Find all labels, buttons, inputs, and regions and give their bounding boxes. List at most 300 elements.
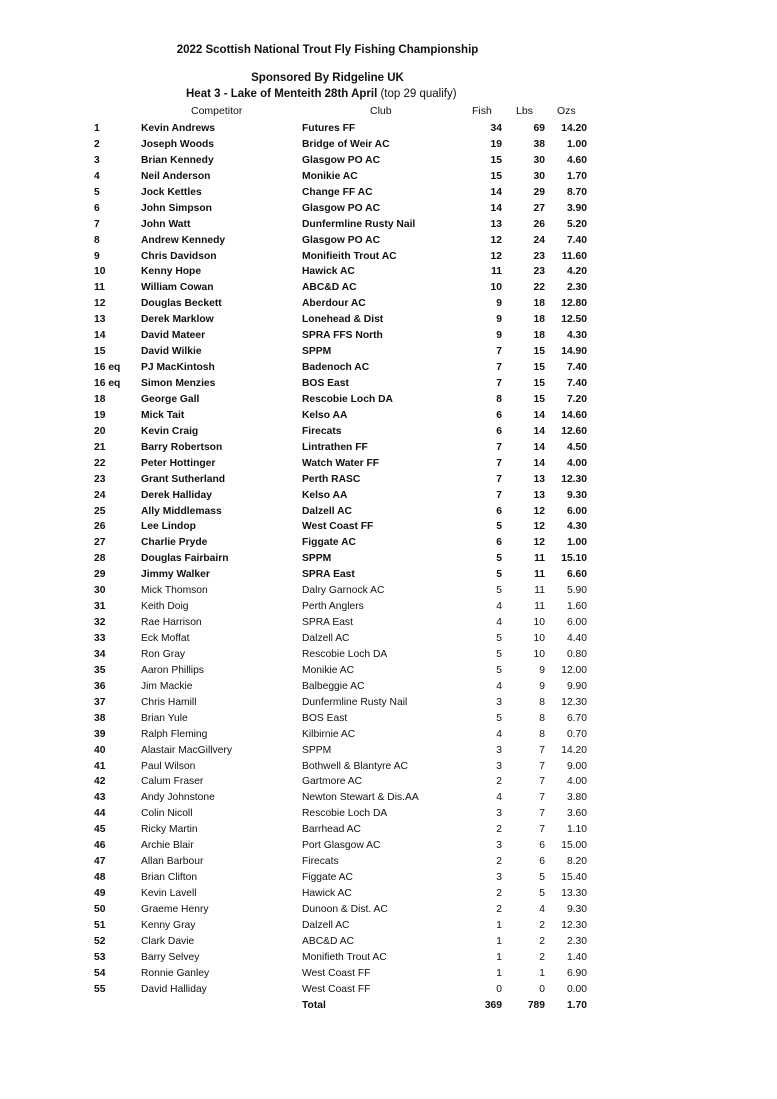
table-row <box>0 519 777 535</box>
cell-ozs: 6.90 <box>566 967 587 979</box>
cell-club: ABC&D AC <box>302 935 355 947</box>
cell-lbs: 24 <box>533 234 545 246</box>
cell-ozs: 4.40 <box>566 633 587 644</box>
heat-note: (top 29 qualify) <box>377 88 457 100</box>
cell-pos: 2 <box>94 138 100 150</box>
cell-lbs: 7 <box>539 808 545 820</box>
cell-lbs: 29 <box>533 186 545 198</box>
cell-lbs: 23 <box>533 250 545 262</box>
cell-club: Figgate AC <box>302 537 356 549</box>
cell-name: David Wilkie <box>141 346 202 358</box>
cell-club: Monifieth Trout AC <box>302 951 387 963</box>
table-row <box>0 169 777 185</box>
cell-fish: 7 <box>496 378 502 389</box>
cell-name: Joseph Woods <box>141 138 215 150</box>
cell-club: Dunfermline Rusty Nail <box>302 218 416 230</box>
cell-pos: 11 <box>94 282 105 294</box>
cell-name: David Halliday <box>141 983 207 995</box>
cell-club: West Coast FF <box>302 967 371 979</box>
cell-pos: 23 <box>94 473 106 485</box>
cell-pos: 24 <box>94 489 106 501</box>
cell-fish: 13 <box>490 218 502 230</box>
cell-fish: 2 <box>496 903 502 915</box>
cell-fish: 9 <box>496 314 502 326</box>
cell-lbs: 14 <box>533 457 545 469</box>
cell-pos: 10 <box>94 266 106 278</box>
cell-pos: 37 <box>94 696 106 708</box>
total-lbs: 789 <box>527 999 545 1011</box>
cell-pos: 16 eq <box>94 362 121 374</box>
table-row <box>0 679 777 695</box>
cell-lbs: 30 <box>533 170 545 182</box>
cell-club: Kilbirnie AC <box>302 728 356 740</box>
cell-ozs: 3.90 <box>566 202 587 214</box>
table-row <box>0 376 777 392</box>
table-row <box>0 328 777 344</box>
cell-name: Barry Selvey <box>141 951 200 963</box>
table-row <box>0 615 777 631</box>
cell-lbs: 11 <box>534 569 545 581</box>
cell-lbs: 1 <box>539 967 545 979</box>
cell-pos: 1 <box>94 123 100 134</box>
table-row <box>0 440 777 456</box>
total-ozs: 1.70 <box>566 999 587 1011</box>
cell-fish: 7 <box>496 473 502 485</box>
cell-name: Neil Anderson <box>141 170 211 182</box>
cell-club: Firecats <box>302 856 339 868</box>
table-row <box>0 727 777 743</box>
cell-name: Brian Clifton <box>141 872 198 884</box>
table-row <box>0 711 777 727</box>
cell-ozs: 4.00 <box>566 457 587 469</box>
cell-ozs: 0.80 <box>566 648 587 660</box>
cell-fish: 19 <box>490 138 502 150</box>
cell-club: BOS East <box>302 712 348 724</box>
cell-pos: 27 <box>94 537 106 549</box>
cell-ozs: 1.10 <box>566 824 587 836</box>
cell-pos: 46 <box>94 840 106 852</box>
header-competitor: Competitor <box>191 105 243 117</box>
cell-name: John Watt <box>141 218 191 230</box>
cell-club: West Coast FF <box>302 983 371 995</box>
cell-club: SPRA East <box>302 617 353 629</box>
cell-club: SPRA East <box>302 569 355 581</box>
cell-fish: 3 <box>496 744 502 756</box>
cell-club: Port Glasgow AC <box>302 840 381 852</box>
cell-fish: 34 <box>490 123 502 134</box>
cell-club: Perth RASC <box>302 473 361 485</box>
table-row <box>0 201 777 217</box>
cell-ozs: 14.20 <box>561 744 587 756</box>
cell-fish: 5 <box>496 585 502 597</box>
cell-pos: 15 <box>94 346 106 358</box>
cell-pos: 31 <box>94 601 106 613</box>
cell-fish: 6 <box>496 425 502 437</box>
cell-club: Figgate AC <box>302 872 353 884</box>
cell-club: Bridge of Weir AC <box>302 138 390 150</box>
table-row <box>0 551 777 567</box>
cell-club: Lintrathen FF <box>302 441 368 453</box>
cell-club: Futures FF <box>302 123 356 134</box>
cell-club: ABC&D AC <box>302 282 357 294</box>
cell-fish: 4 <box>496 601 502 613</box>
cell-club: Glasgow PO AC <box>302 202 381 214</box>
cell-name: Andy Johnstone <box>141 792 215 804</box>
cell-ozs: 2.30 <box>566 935 587 947</box>
table-row <box>0 217 777 233</box>
cell-ozs: 14.20 <box>561 123 587 134</box>
cell-ozs: 12.30 <box>561 696 587 708</box>
cell-club: Change FF AC <box>302 186 373 198</box>
cell-name: Alastair MacGillvery <box>141 744 232 756</box>
table-row <box>0 567 777 583</box>
cell-pos: 5 <box>94 186 100 198</box>
cell-name: Graeme Henry <box>141 903 209 915</box>
table-row <box>0 264 777 280</box>
cell-name: Kevin Craig <box>141 425 199 437</box>
cell-pos: 35 <box>94 664 106 676</box>
cell-lbs: 11 <box>534 553 545 565</box>
cell-fish: 10 <box>490 282 502 294</box>
cell-lbs: 14 <box>533 441 545 453</box>
cell-name: Simon Menzies <box>141 378 216 389</box>
table-row <box>0 535 777 551</box>
cell-fish: 7 <box>496 346 502 358</box>
cell-name: Peter Hottinger <box>141 457 216 469</box>
cell-club: Kelso AA <box>302 489 348 501</box>
header-club: Club <box>370 105 392 117</box>
cell-name: Archie Blair <box>141 840 194 852</box>
table-row <box>0 854 777 870</box>
table-row <box>0 583 777 599</box>
cell-club: Glasgow PO AC <box>302 234 381 246</box>
cell-fish: 5 <box>496 633 502 644</box>
cell-pos: 9 <box>94 250 100 262</box>
cell-lbs: 10 <box>533 617 545 629</box>
cell-pos: 43 <box>94 792 106 804</box>
table-row <box>0 838 777 854</box>
cell-ozs: 9.90 <box>566 680 587 692</box>
table-row <box>0 902 777 918</box>
cell-lbs: 5 <box>539 872 545 884</box>
cell-name: Allan Barbour <box>141 856 204 868</box>
cell-name: Jimmy Walker <box>141 569 210 581</box>
cell-club: Rescobie Loch DA <box>302 393 393 405</box>
cell-fish: 4 <box>496 617 502 629</box>
cell-fish: 6 <box>496 537 502 549</box>
table-row <box>0 982 777 998</box>
table-row <box>0 886 777 902</box>
cell-pos: 55 <box>94 983 106 995</box>
cell-name: Grant Sutherland <box>141 473 226 485</box>
table-row <box>0 296 777 312</box>
table-row <box>0 870 777 886</box>
table-row <box>0 790 777 806</box>
cell-club: Aberdour AC <box>302 298 366 310</box>
cell-ozs: 6.70 <box>566 712 587 724</box>
cell-lbs: 18 <box>533 298 545 310</box>
cell-pos: 40 <box>94 744 106 756</box>
cell-pos: 3 <box>94 154 100 166</box>
table-row <box>0 759 777 775</box>
cell-ozs: 15.10 <box>561 553 587 565</box>
cell-club: Hawick AC <box>302 888 352 899</box>
cell-fish: 12 <box>490 234 502 246</box>
cell-fish: 1 <box>496 919 502 931</box>
table-row <box>0 599 777 615</box>
cell-club: Rescobie Loch DA <box>302 808 388 820</box>
cell-fish: 5 <box>496 664 502 676</box>
table-row <box>0 408 777 424</box>
cell-fish: 3 <box>496 696 502 708</box>
cell-fish: 12 <box>490 250 502 262</box>
table-row <box>0 934 777 950</box>
cell-name: Barry Robertson <box>141 441 223 453</box>
table-row <box>0 280 777 296</box>
cell-ozs: 5.90 <box>566 585 587 597</box>
cell-pos: 33 <box>94 633 106 644</box>
cell-ozs: 14.90 <box>561 346 587 358</box>
cell-ozs: 0.70 <box>566 728 587 740</box>
cell-fish: 15 <box>490 154 502 166</box>
cell-lbs: 15 <box>533 393 545 405</box>
table-row <box>0 472 777 488</box>
cell-club: Dalry Garnock AC <box>302 585 385 597</box>
cell-ozs: 6.60 <box>566 569 587 581</box>
cell-ozs: 8.20 <box>566 856 587 868</box>
cell-lbs: 0 <box>539 983 545 995</box>
table-row <box>0 137 777 153</box>
table-row <box>0 950 777 966</box>
cell-ozs: 4.50 <box>566 441 587 453</box>
table-row <box>0 344 777 360</box>
cell-fish: 2 <box>496 776 502 788</box>
cell-lbs: 5 <box>539 888 545 899</box>
cell-ozs: 4.30 <box>566 330 587 342</box>
cell-club: Glasgow PO AC <box>302 154 381 166</box>
cell-club: SPPM <box>302 553 332 565</box>
cell-club: West Coast FF <box>302 521 374 533</box>
cell-ozs: 13.30 <box>561 888 587 899</box>
cell-pos: 29 <box>94 569 106 581</box>
table-row <box>0 488 777 504</box>
cell-club: Kelso AA <box>302 409 348 421</box>
cell-pos: 22 <box>94 457 106 469</box>
cell-name: Chris Hamill <box>141 696 197 708</box>
cell-club: Firecats <box>302 425 342 437</box>
cell-name: Derek Marklow <box>141 314 214 326</box>
cell-lbs: 14 <box>533 409 545 421</box>
cell-pos: 30 <box>94 585 106 597</box>
cell-ozs: 7.20 <box>566 393 587 405</box>
cell-ozs: 1.60 <box>566 601 587 613</box>
cell-ozs: 1.70 <box>566 170 587 182</box>
cell-name: Ally Middlemass <box>141 505 222 517</box>
cell-name: Jock Kettles <box>141 186 202 198</box>
table-row <box>0 456 777 472</box>
cell-fish: 6 <box>496 505 502 517</box>
cell-ozs: 6.00 <box>566 617 587 629</box>
cell-fish: 0 <box>496 983 502 995</box>
table-row <box>0 774 777 790</box>
cell-name: Clark Davie <box>141 935 195 947</box>
cell-fish: 2 <box>496 856 502 868</box>
cell-name: Mick Thomson <box>141 585 208 597</box>
cell-fish: 5 <box>496 569 502 581</box>
cell-lbs: 7 <box>539 792 545 804</box>
cell-name: Jim Mackie <box>141 680 193 692</box>
cell-pos: 45 <box>94 824 106 836</box>
cell-fish: 1 <box>496 935 502 947</box>
cell-lbs: 10 <box>533 648 545 660</box>
cell-pos: 54 <box>94 967 106 979</box>
cell-ozs: 12.30 <box>561 473 587 485</box>
table-row <box>0 918 777 934</box>
cell-lbs: 7 <box>539 776 545 788</box>
header-lbs: Lbs <box>516 105 533 117</box>
cell-pos: 8 <box>94 234 100 246</box>
cell-lbs: 38 <box>533 138 545 150</box>
cell-lbs: 8 <box>539 728 545 740</box>
table-row <box>0 153 777 169</box>
cell-fish: 3 <box>496 840 502 852</box>
cell-ozs: 1.00 <box>566 138 587 150</box>
cell-name: Derek Halliday <box>141 489 212 501</box>
cell-lbs: 2 <box>539 919 545 931</box>
cell-club: Barrhead AC <box>302 824 361 836</box>
total-fish: 369 <box>484 999 502 1011</box>
cell-club: Monikie AC <box>302 664 355 676</box>
cell-ozs: 4.60 <box>566 154 587 166</box>
cell-fish: 5 <box>496 712 502 724</box>
cell-fish: 4 <box>496 792 502 804</box>
table-row <box>0 504 777 520</box>
cell-pos: 4 <box>94 170 100 182</box>
table-row <box>0 806 777 822</box>
cell-lbs: 14 <box>533 425 545 437</box>
cell-lbs: 4 <box>539 903 545 915</box>
cell-pos: 13 <box>94 314 106 326</box>
cell-ozs: 9.30 <box>566 903 587 915</box>
cell-name: Aaron Phillips <box>141 664 204 676</box>
total-label: Total <box>302 999 326 1011</box>
table-row <box>0 966 777 982</box>
cell-club: Dunfermline Rusty Nail <box>302 696 408 708</box>
cell-club: Dunoon & Dist. AC <box>302 903 388 915</box>
cell-lbs: 12 <box>533 521 545 533</box>
cell-pos: 19 <box>94 409 106 421</box>
cell-name: Colin Nicoll <box>141 808 193 820</box>
cell-fish: 5 <box>496 553 502 565</box>
cell-pos: 42 <box>94 776 106 788</box>
cell-name: Douglas Beckett <box>141 298 222 310</box>
cell-name: Brian Kennedy <box>141 154 214 166</box>
cell-fish: 4 <box>496 728 502 740</box>
cell-fish: 6 <box>496 409 502 421</box>
cell-name: Keith Doig <box>141 601 189 613</box>
table-row <box>0 647 777 663</box>
heat-title: Heat 3 - Lake of Menteith 28th April <box>186 88 378 100</box>
results-table <box>0 121 777 1014</box>
table-row <box>0 695 777 711</box>
table-row <box>0 121 777 137</box>
cell-ozs: 1.40 <box>566 951 587 963</box>
cell-name: Chris Davidson <box>141 250 217 262</box>
cell-name: Kenny Hope <box>141 266 202 278</box>
cell-lbs: 9 <box>539 680 545 692</box>
cell-name: Ronnie Ganley <box>141 967 210 979</box>
cell-pos: 48 <box>94 872 106 884</box>
cell-ozs: 4.20 <box>566 266 587 278</box>
cell-club: Dalzell AC <box>302 633 350 644</box>
cell-ozs: 12.30 <box>561 919 587 931</box>
cell-ozs: 7.40 <box>566 362 587 374</box>
cell-lbs: 27 <box>533 202 545 214</box>
cell-name: Ricky Martin <box>141 824 198 836</box>
cell-club: Perth Anglers <box>302 601 364 613</box>
cell-club: Gartmore AC <box>302 776 363 788</box>
sponsor-line: Sponsored By Ridgeline UK <box>251 72 404 84</box>
cell-fish: 5 <box>496 521 502 533</box>
cell-club: Balbeggie AC <box>302 680 365 692</box>
cell-pos: 14 <box>94 330 106 342</box>
table-row <box>0 249 777 265</box>
cell-name: Ralph Fleming <box>141 728 208 740</box>
header-ozs: Ozs <box>557 105 576 117</box>
cell-lbs: 10 <box>533 633 545 644</box>
table-row <box>0 360 777 376</box>
cell-fish: 1 <box>496 951 502 963</box>
cell-name: Mick Tait <box>141 409 185 421</box>
cell-lbs: 26 <box>533 218 545 230</box>
cell-ozs: 4.00 <box>566 776 587 788</box>
cell-ozs: 11.60 <box>561 250 587 262</box>
table-row <box>0 312 777 328</box>
cell-lbs: 13 <box>533 489 545 501</box>
cell-pos: 44 <box>94 808 106 820</box>
cell-lbs: 23 <box>533 266 545 278</box>
cell-pos: 41 <box>94 760 106 772</box>
cell-club: Dalzell AC <box>302 919 350 931</box>
cell-name: David Mateer <box>141 330 206 342</box>
cell-ozs: 2.30 <box>566 282 587 294</box>
cell-club: SPPM <box>302 744 332 756</box>
cell-fish: 7 <box>496 441 502 453</box>
table-row <box>0 822 777 838</box>
cell-ozs: 9.00 <box>566 760 587 772</box>
cell-fish: 7 <box>496 362 502 374</box>
cell-club: SPPM <box>302 346 332 358</box>
cell-pos: 38 <box>94 712 106 724</box>
cell-lbs: 7 <box>539 744 545 756</box>
header-fish: Fish <box>472 105 492 117</box>
cell-lbs: 22 <box>533 282 545 294</box>
cell-pos: 39 <box>94 728 106 740</box>
cell-fish: 3 <box>496 872 502 884</box>
cell-fish: 7 <box>496 457 502 469</box>
cell-lbs: 6 <box>539 856 545 868</box>
cell-ozs: 12.00 <box>561 664 587 676</box>
cell-lbs: 2 <box>539 935 545 947</box>
table-row <box>0 233 777 249</box>
cell-ozs: 5.20 <box>566 218 587 230</box>
cell-name: PJ MacKintosh <box>141 362 215 374</box>
cell-pos: 36 <box>94 680 106 692</box>
cell-ozs: 9.30 <box>566 489 587 501</box>
cell-name: Ron Gray <box>141 648 186 660</box>
cell-fish: 11 <box>491 266 502 278</box>
cell-name: Lee Lindop <box>141 521 196 533</box>
